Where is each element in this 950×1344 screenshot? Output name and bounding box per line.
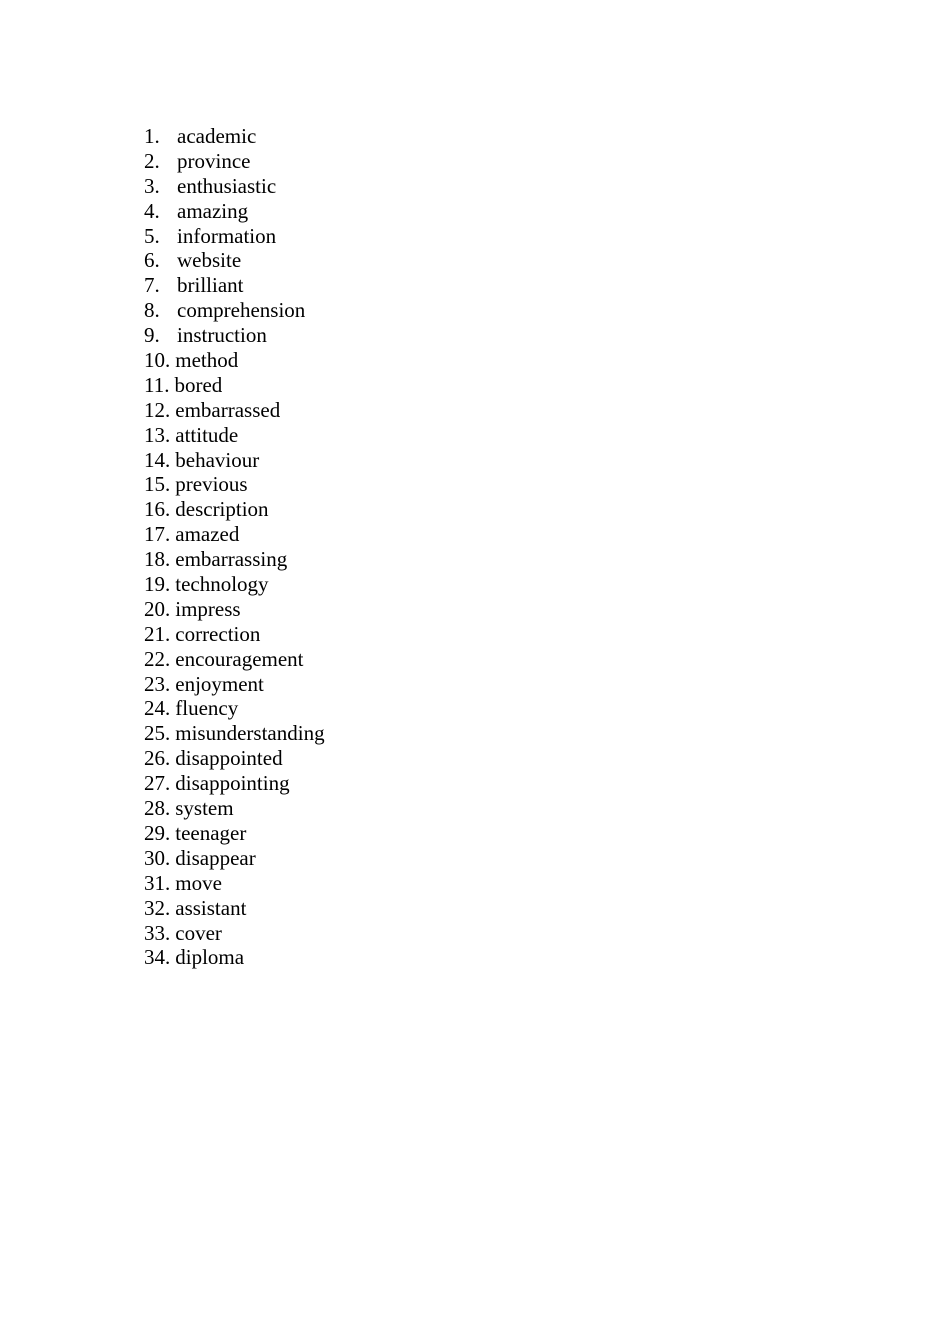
list-item-number: 26. — [144, 746, 171, 771]
list-item — [144, 373, 325, 398]
list-item — [144, 398, 325, 423]
list-item-word: behaviour — [175, 447, 260, 472]
list-item — [144, 199, 325, 224]
list-item-number: 31. — [144, 870, 171, 895]
list-item — [144, 497, 325, 522]
list-item — [144, 348, 325, 373]
list-item — [144, 821, 325, 846]
list-item-number: 22. — [144, 646, 171, 671]
list-item — [144, 547, 325, 572]
list-item — [144, 721, 325, 746]
list-item-number: 16. — [144, 497, 171, 522]
list-item — [144, 696, 325, 721]
list-item-word: enjoyment — [175, 671, 264, 696]
list-item-word: diploma — [175, 945, 245, 970]
list-item-number: 30. — [144, 845, 171, 870]
list-item-word: description — [175, 497, 269, 522]
list-item-word: previous — [175, 472, 248, 497]
list-item — [144, 248, 325, 273]
list-item-word: technology — [175, 572, 269, 597]
list-item-number: 32. — [144, 895, 171, 920]
list-item — [144, 472, 325, 497]
list-item-word: academic — [177, 124, 257, 148]
list-item-word: cover — [175, 920, 222, 945]
list-item-word: province — [177, 148, 251, 173]
list-item — [144, 522, 325, 547]
list-item-number: 18. — [144, 547, 171, 572]
list-item-word: website — [177, 248, 242, 273]
list-item-number: 33. — [144, 920, 171, 945]
list-item — [144, 622, 325, 647]
list-item-word: assistant — [175, 895, 247, 920]
list-item-number: 12. — [144, 397, 171, 422]
list-item-number: 15. — [144, 472, 171, 497]
list-item-number: 17. — [144, 522, 171, 547]
list-item-word: disappointing — [175, 771, 290, 796]
list-item-number: 28. — [144, 796, 171, 821]
list-item-number: 5. — [144, 223, 160, 248]
list-item-word: instruction — [177, 323, 267, 348]
list-item — [144, 572, 325, 597]
list-item — [144, 124, 325, 149]
list-item-number: 2. — [144, 148, 160, 173]
list-item — [144, 945, 325, 970]
list-item-word: disappointed — [175, 746, 283, 771]
list-item-word: method — [175, 348, 239, 373]
list-item — [144, 771, 325, 796]
list-item-word: misunderstanding — [175, 721, 325, 746]
list-item — [144, 174, 325, 199]
list-item-word: encouragement — [175, 646, 304, 671]
list-item — [144, 796, 325, 821]
list-item-word: fluency — [175, 696, 239, 721]
list-item-number: 6. — [144, 248, 160, 273]
list-item-number: 10. — [144, 348, 171, 373]
list-item-number: 14. — [144, 447, 171, 472]
list-item-number: 3. — [144, 173, 160, 198]
list-item — [144, 672, 325, 697]
list-item-word: enthusiastic — [177, 173, 277, 198]
list-item-word: amazing — [177, 198, 249, 223]
list-item-number: 23. — [144, 671, 171, 696]
list-item — [144, 423, 325, 448]
list-item — [144, 746, 325, 771]
list-item-number: 25. — [144, 721, 171, 746]
list-item — [144, 323, 325, 348]
list-item-word: move — [175, 870, 222, 895]
word-list — [144, 124, 325, 970]
list-item-number: 9. — [144, 323, 160, 348]
list-item — [144, 871, 325, 896]
list-item — [144, 273, 325, 298]
list-item — [144, 149, 325, 174]
list-item-word: embarrassed — [175, 397, 281, 422]
list-item-word: amazed — [175, 522, 240, 547]
list-item-word: system — [175, 796, 234, 821]
list-item-number: 11. — [144, 372, 170, 397]
list-item-number: 13. — [144, 422, 171, 447]
list-item — [144, 597, 325, 622]
list-item — [144, 224, 325, 249]
list-item-word: correction — [175, 621, 261, 646]
list-item-word: brilliant — [177, 273, 244, 298]
list-item-number: 4. — [144, 198, 160, 223]
list-item-word: disappear — [175, 845, 256, 870]
list-item — [144, 921, 325, 946]
list-item — [144, 448, 325, 473]
list-item-number: 24. — [144, 696, 171, 721]
list-item-word: comprehension — [177, 298, 306, 323]
list-item-number: 27. — [144, 771, 171, 796]
list-item-number: 20. — [144, 596, 171, 621]
list-item-number: 29. — [144, 820, 171, 845]
list-item-number: 21. — [144, 621, 171, 646]
list-item-number: 8. — [144, 298, 160, 323]
list-item-word: teenager — [175, 820, 247, 845]
list-item-word: embarrassing — [175, 547, 288, 572]
list-item — [144, 846, 325, 871]
list-item — [144, 647, 325, 672]
list-item-word: attitude — [175, 422, 239, 447]
list-item-word: information — [177, 223, 277, 248]
list-item-word: bored — [174, 372, 223, 397]
list-item-number: 1. — [144, 124, 160, 148]
list-item-number: 34. — [144, 945, 171, 970]
list-item-number: 19. — [144, 572, 171, 597]
list-item — [144, 298, 325, 323]
list-item — [144, 896, 325, 921]
list-item-word: impress — [175, 596, 241, 621]
list-item-number: 7. — [144, 273, 160, 298]
